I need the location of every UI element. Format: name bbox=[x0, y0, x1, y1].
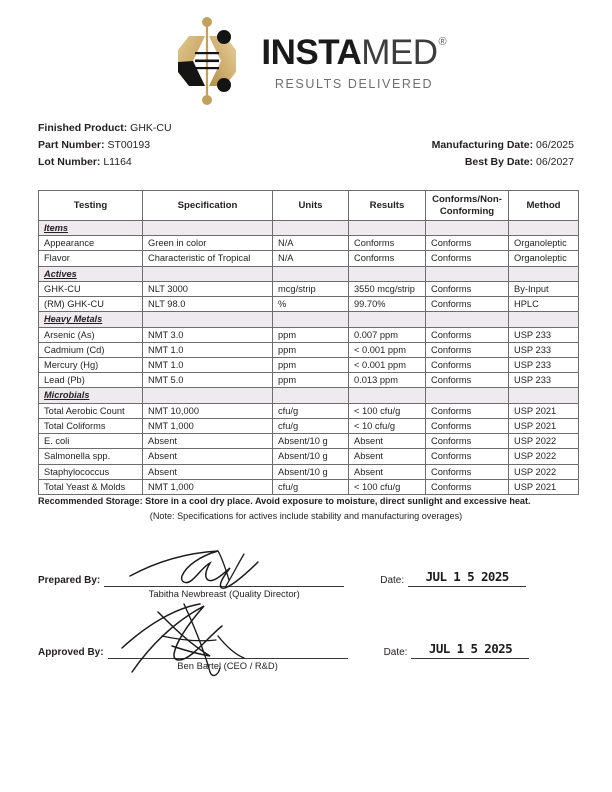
table-section-filler bbox=[426, 388, 509, 403]
table-row bbox=[39, 236, 579, 251]
table-section-label bbox=[39, 266, 143, 281]
approved-by-label: Approved By: bbox=[38, 646, 104, 658]
wordmark-secondary: MED bbox=[361, 33, 438, 72]
table-cell-testing: Salmonella spp. bbox=[39, 449, 143, 464]
table-cell-units: cfu/g bbox=[273, 418, 349, 433]
table-section-label bbox=[39, 221, 143, 236]
table-cell-conforms-non-conforming: Conforms bbox=[426, 403, 509, 418]
table-cell-units: ppm bbox=[273, 357, 349, 372]
table-cell-specification: NMT 3.0 bbox=[143, 327, 273, 342]
table-cell-testing: Total Aerobic Count bbox=[39, 403, 143, 418]
part-number-label: Part Number: bbox=[38, 139, 105, 151]
table-cell-specification: Absent bbox=[143, 434, 273, 449]
table-cell-specification: NMT 1.0 bbox=[143, 357, 273, 372]
table-section-filler bbox=[509, 266, 579, 281]
prepared-by-name: Tabitha Newbreast (Quality Director) bbox=[148, 587, 300, 599]
table-cell-method: USP 233 bbox=[509, 373, 579, 388]
table-cell-results: < 100 cfu/g bbox=[349, 403, 426, 418]
table-cell-method: Organoleptic bbox=[509, 236, 579, 251]
table-section-filler bbox=[143, 266, 273, 281]
table-cell-results: Absent bbox=[349, 434, 426, 449]
storage-note: Recommended Storage: Store in a cool dry place. Avoid exposure to moisture, direct sunlight and excessive heat. bbox=[38, 495, 531, 506]
table-section-filler bbox=[509, 221, 579, 236]
table-cell-method: USP 233 bbox=[509, 342, 579, 357]
prepared-by-signature-line[interactable] bbox=[104, 586, 344, 599]
table-row bbox=[39, 342, 579, 357]
table-cell-specification: Green in color bbox=[143, 236, 273, 251]
table-cell-conforms-non-conforming: Conforms bbox=[426, 449, 509, 464]
table-cell-results: 0.007 ppm bbox=[349, 327, 426, 342]
table-row bbox=[39, 418, 579, 433]
table-cell-results: < 0.001 ppm bbox=[349, 342, 426, 357]
table-cell-testing: Mercury (Hg) bbox=[39, 357, 143, 372]
approved-by-date-line[interactable] bbox=[411, 640, 529, 659]
approved-by-date-stamp: JUL 1 5 2025 bbox=[428, 640, 513, 656]
table-section-label bbox=[39, 388, 143, 403]
table-cell-units: Absent/10 g bbox=[273, 434, 349, 449]
table-cell-results: Absent bbox=[349, 449, 426, 464]
approved-by-date-label: Date: bbox=[383, 646, 408, 658]
section-label-text: Items bbox=[44, 223, 69, 233]
meta-row-product bbox=[38, 120, 574, 137]
table-cell-results: 3550 mcg/strip bbox=[349, 281, 426, 296]
table-cell-conforms-non-conforming: Conforms bbox=[426, 236, 509, 251]
table-cell-specification: Absent bbox=[143, 449, 273, 464]
table-cell-testing: Staphylococcus bbox=[39, 464, 143, 479]
table-cell-units: ppm bbox=[273, 373, 349, 388]
table-cell-testing: GHK-CU bbox=[39, 281, 143, 296]
column-header-method: Method bbox=[509, 191, 579, 221]
best-by-date-label: Best By Date: bbox=[464, 156, 534, 168]
table-cell-units: N/A bbox=[273, 251, 349, 266]
table-cell-method: USP 2021 bbox=[509, 418, 579, 433]
registered-trademark-icon: ® bbox=[438, 36, 447, 48]
specification-table bbox=[38, 190, 579, 495]
table-cell-specification: Absent bbox=[143, 464, 273, 479]
table-section-filler bbox=[509, 388, 579, 403]
table-cell-method: By-Input bbox=[509, 281, 579, 296]
table-cell-results: 99.70% bbox=[349, 297, 426, 312]
table-cell-testing: Arsenic (As) bbox=[39, 327, 143, 342]
best-by-date-value: 06/2027 bbox=[536, 156, 574, 168]
table-cell-results: 0.013 ppm bbox=[349, 373, 426, 388]
table-cell-conforms-non-conforming: Conforms bbox=[426, 327, 509, 342]
table-section-filler bbox=[349, 388, 426, 403]
table-cell-units: ppm bbox=[273, 327, 349, 342]
table-row bbox=[39, 297, 579, 312]
table-section-filler bbox=[143, 221, 273, 236]
table-cell-conforms-non-conforming: Conforms bbox=[426, 357, 509, 372]
document-logo-header bbox=[0, 0, 612, 106]
lot-number-value: L1164 bbox=[103, 156, 132, 168]
table-row bbox=[39, 464, 579, 479]
table-section-row bbox=[39, 388, 579, 403]
table-cell-testing: Total Coliforms bbox=[39, 418, 143, 433]
wordmark-primary: INSTA bbox=[261, 33, 362, 72]
table-cell-testing: Lead (Pb) bbox=[39, 373, 143, 388]
table-cell-units: cfu/g bbox=[273, 403, 349, 418]
table-cell-testing: E. coli bbox=[39, 434, 143, 449]
table-cell-specification: NLT 98.0 bbox=[143, 297, 273, 312]
approved-by-signature-line[interactable] bbox=[108, 658, 348, 671]
table-section-filler bbox=[426, 312, 509, 327]
column-header-conforms: Conforms/Non-Conforming bbox=[426, 191, 509, 221]
table-section-filler bbox=[273, 221, 349, 236]
table-cell-method: USP 2022 bbox=[509, 449, 579, 464]
approved-by-block bbox=[38, 625, 574, 697]
part-number-field bbox=[38, 137, 150, 154]
approved-by-name: Ben Bartel (CEO / R&D) bbox=[177, 659, 278, 671]
finished-product-field bbox=[38, 120, 172, 137]
table-cell-conforms-non-conforming: Conforms bbox=[426, 418, 509, 433]
table-row bbox=[39, 449, 579, 464]
table-cell-method: Organoleptic bbox=[509, 251, 579, 266]
table-cell-method: USP 2022 bbox=[509, 434, 579, 449]
signature-area bbox=[38, 553, 574, 697]
table-cell-units: mcg/strip bbox=[273, 281, 349, 296]
table-section-filler bbox=[509, 312, 579, 327]
table-cell-method: USP 2021 bbox=[509, 403, 579, 418]
table-section-filler bbox=[273, 266, 349, 281]
table-cell-testing: (RM) GHK-CU bbox=[39, 297, 143, 312]
column-header-testing: Testing bbox=[39, 191, 143, 221]
table-section-filler bbox=[273, 388, 349, 403]
table-cell-specification: Characteristic of Tropical bbox=[143, 251, 273, 266]
table-cell-units: % bbox=[273, 297, 349, 312]
table-row bbox=[39, 373, 579, 388]
table-cell-results: Absent bbox=[349, 464, 426, 479]
table-cell-conforms-non-conforming: Conforms bbox=[426, 464, 509, 479]
table-cell-conforms-non-conforming: Conforms bbox=[426, 373, 509, 388]
section-label-text: Microbials bbox=[44, 390, 90, 401]
table-row bbox=[39, 479, 579, 494]
table-section-filler bbox=[143, 312, 273, 327]
best-by-date-field bbox=[465, 154, 574, 171]
manufacturing-date-label: Manufacturing Date: bbox=[431, 139, 534, 151]
table-cell-units: Absent/10 g bbox=[273, 449, 349, 464]
table-cell-results: < 10 cfu/g bbox=[349, 418, 426, 433]
table-section-filler bbox=[426, 266, 509, 281]
table-cell-units: Absent/10 g bbox=[273, 464, 349, 479]
column-header-results: Results bbox=[349, 191, 426, 221]
table-section-label bbox=[39, 312, 143, 327]
table-cell-specification: NMT 10,000 bbox=[143, 403, 273, 418]
approved-by-date-group bbox=[383, 640, 530, 659]
instamed-hex-logo-icon bbox=[165, 16, 249, 106]
table-cell-specification: NMT 1,000 bbox=[143, 418, 273, 433]
section-label-text: Actives bbox=[44, 268, 77, 279]
prepared-by-date-line[interactable] bbox=[408, 568, 526, 587]
prepared-by-label: Prepared By: bbox=[38, 574, 101, 586]
table-row bbox=[39, 357, 579, 372]
table-section-row bbox=[39, 312, 579, 327]
table-cell-testing: Appearance bbox=[39, 236, 143, 251]
manufacturing-date-field bbox=[432, 137, 574, 154]
table-cell-method: HPLC bbox=[509, 297, 579, 312]
table-cell-conforms-non-conforming: Conforms bbox=[426, 251, 509, 266]
table-cell-method: USP 2021 bbox=[509, 479, 579, 494]
table-cell-method: USP 233 bbox=[509, 357, 579, 372]
table-section-filler bbox=[143, 388, 273, 403]
table-section-filler bbox=[273, 312, 349, 327]
table-section-row bbox=[39, 266, 579, 281]
table-cell-testing: Cadmium (Cd) bbox=[39, 342, 143, 357]
brand-wordmark bbox=[261, 31, 446, 91]
table-section-row bbox=[39, 221, 579, 236]
table-cell-units: cfu/g bbox=[273, 479, 349, 494]
meta-row-part-number bbox=[38, 137, 574, 154]
table-cell-specification: NMT 1.0 bbox=[143, 342, 273, 357]
prepared-by-date-stamp: JUL 1 5 2025 bbox=[425, 568, 509, 584]
finished-product-label: Finished Product: bbox=[38, 122, 128, 134]
table-section-filler bbox=[426, 221, 509, 236]
product-meta-block bbox=[38, 120, 574, 171]
table-cell-results: Conforms bbox=[349, 236, 426, 251]
table-section-filler bbox=[349, 266, 426, 281]
table-cell-specification: NMT 5.0 bbox=[143, 373, 273, 388]
table-cell-results: < 100 cfu/g bbox=[349, 479, 426, 494]
table-cell-testing: Flavor bbox=[39, 251, 143, 266]
table-cell-specification: NMT 1,000 bbox=[143, 479, 273, 494]
table-body bbox=[39, 221, 579, 495]
table-row bbox=[39, 403, 579, 418]
column-header-units: Units bbox=[273, 191, 349, 221]
prepared-by-date-group bbox=[380, 568, 526, 587]
table-cell-results: < 0.001 ppm bbox=[349, 357, 426, 372]
manufacturing-date-value: 06/2025 bbox=[536, 139, 574, 151]
table-section-filler bbox=[349, 312, 426, 327]
table-cell-method: USP 233 bbox=[509, 327, 579, 342]
prepared-by-date-label: Date: bbox=[380, 574, 405, 586]
table-cell-conforms-non-conforming: Conforms bbox=[426, 434, 509, 449]
lot-number-field bbox=[38, 154, 132, 171]
table-header-row bbox=[39, 191, 579, 221]
table-cell-specification: NLT 3000 bbox=[143, 281, 273, 296]
prepared-by-signature-ink bbox=[126, 546, 316, 590]
brand-tagline: RESULTS DELIVERED bbox=[274, 77, 434, 91]
table-cell-conforms-non-conforming: Conforms bbox=[426, 479, 509, 494]
part-number-value: ST00193 bbox=[107, 139, 151, 151]
column-header-specification: Specification bbox=[143, 191, 273, 221]
table-section-filler bbox=[349, 221, 426, 236]
brand-lockup bbox=[165, 16, 446, 106]
table-cell-units: ppm bbox=[273, 342, 349, 357]
table-cell-units: N/A bbox=[273, 236, 349, 251]
finished-product-value: GHK-CU bbox=[130, 122, 172, 134]
table-cell-conforms-non-conforming: Conforms bbox=[426, 342, 509, 357]
lot-number-label: Lot Number: bbox=[38, 156, 101, 168]
meta-row-lot-number bbox=[38, 154, 574, 171]
table-row bbox=[39, 327, 579, 342]
section-label-text: Heavy Metals bbox=[44, 314, 103, 325]
table-row bbox=[39, 434, 579, 449]
table-row bbox=[39, 251, 579, 266]
table-cell-testing: Total Yeast & Molds bbox=[39, 479, 143, 494]
table-cell-conforms-non-conforming: Conforms bbox=[426, 281, 509, 296]
table-cell-conforms-non-conforming: Conforms bbox=[426, 297, 509, 312]
table-header bbox=[39, 191, 579, 221]
prepared-by-block bbox=[38, 553, 574, 625]
table-cell-results: Conforms bbox=[349, 251, 426, 266]
table-cell-method: USP 2022 bbox=[509, 464, 579, 479]
table-row bbox=[39, 281, 579, 296]
specification-note: (Note: Specifications for actives include stability and manufacturing overages) bbox=[149, 510, 463, 521]
